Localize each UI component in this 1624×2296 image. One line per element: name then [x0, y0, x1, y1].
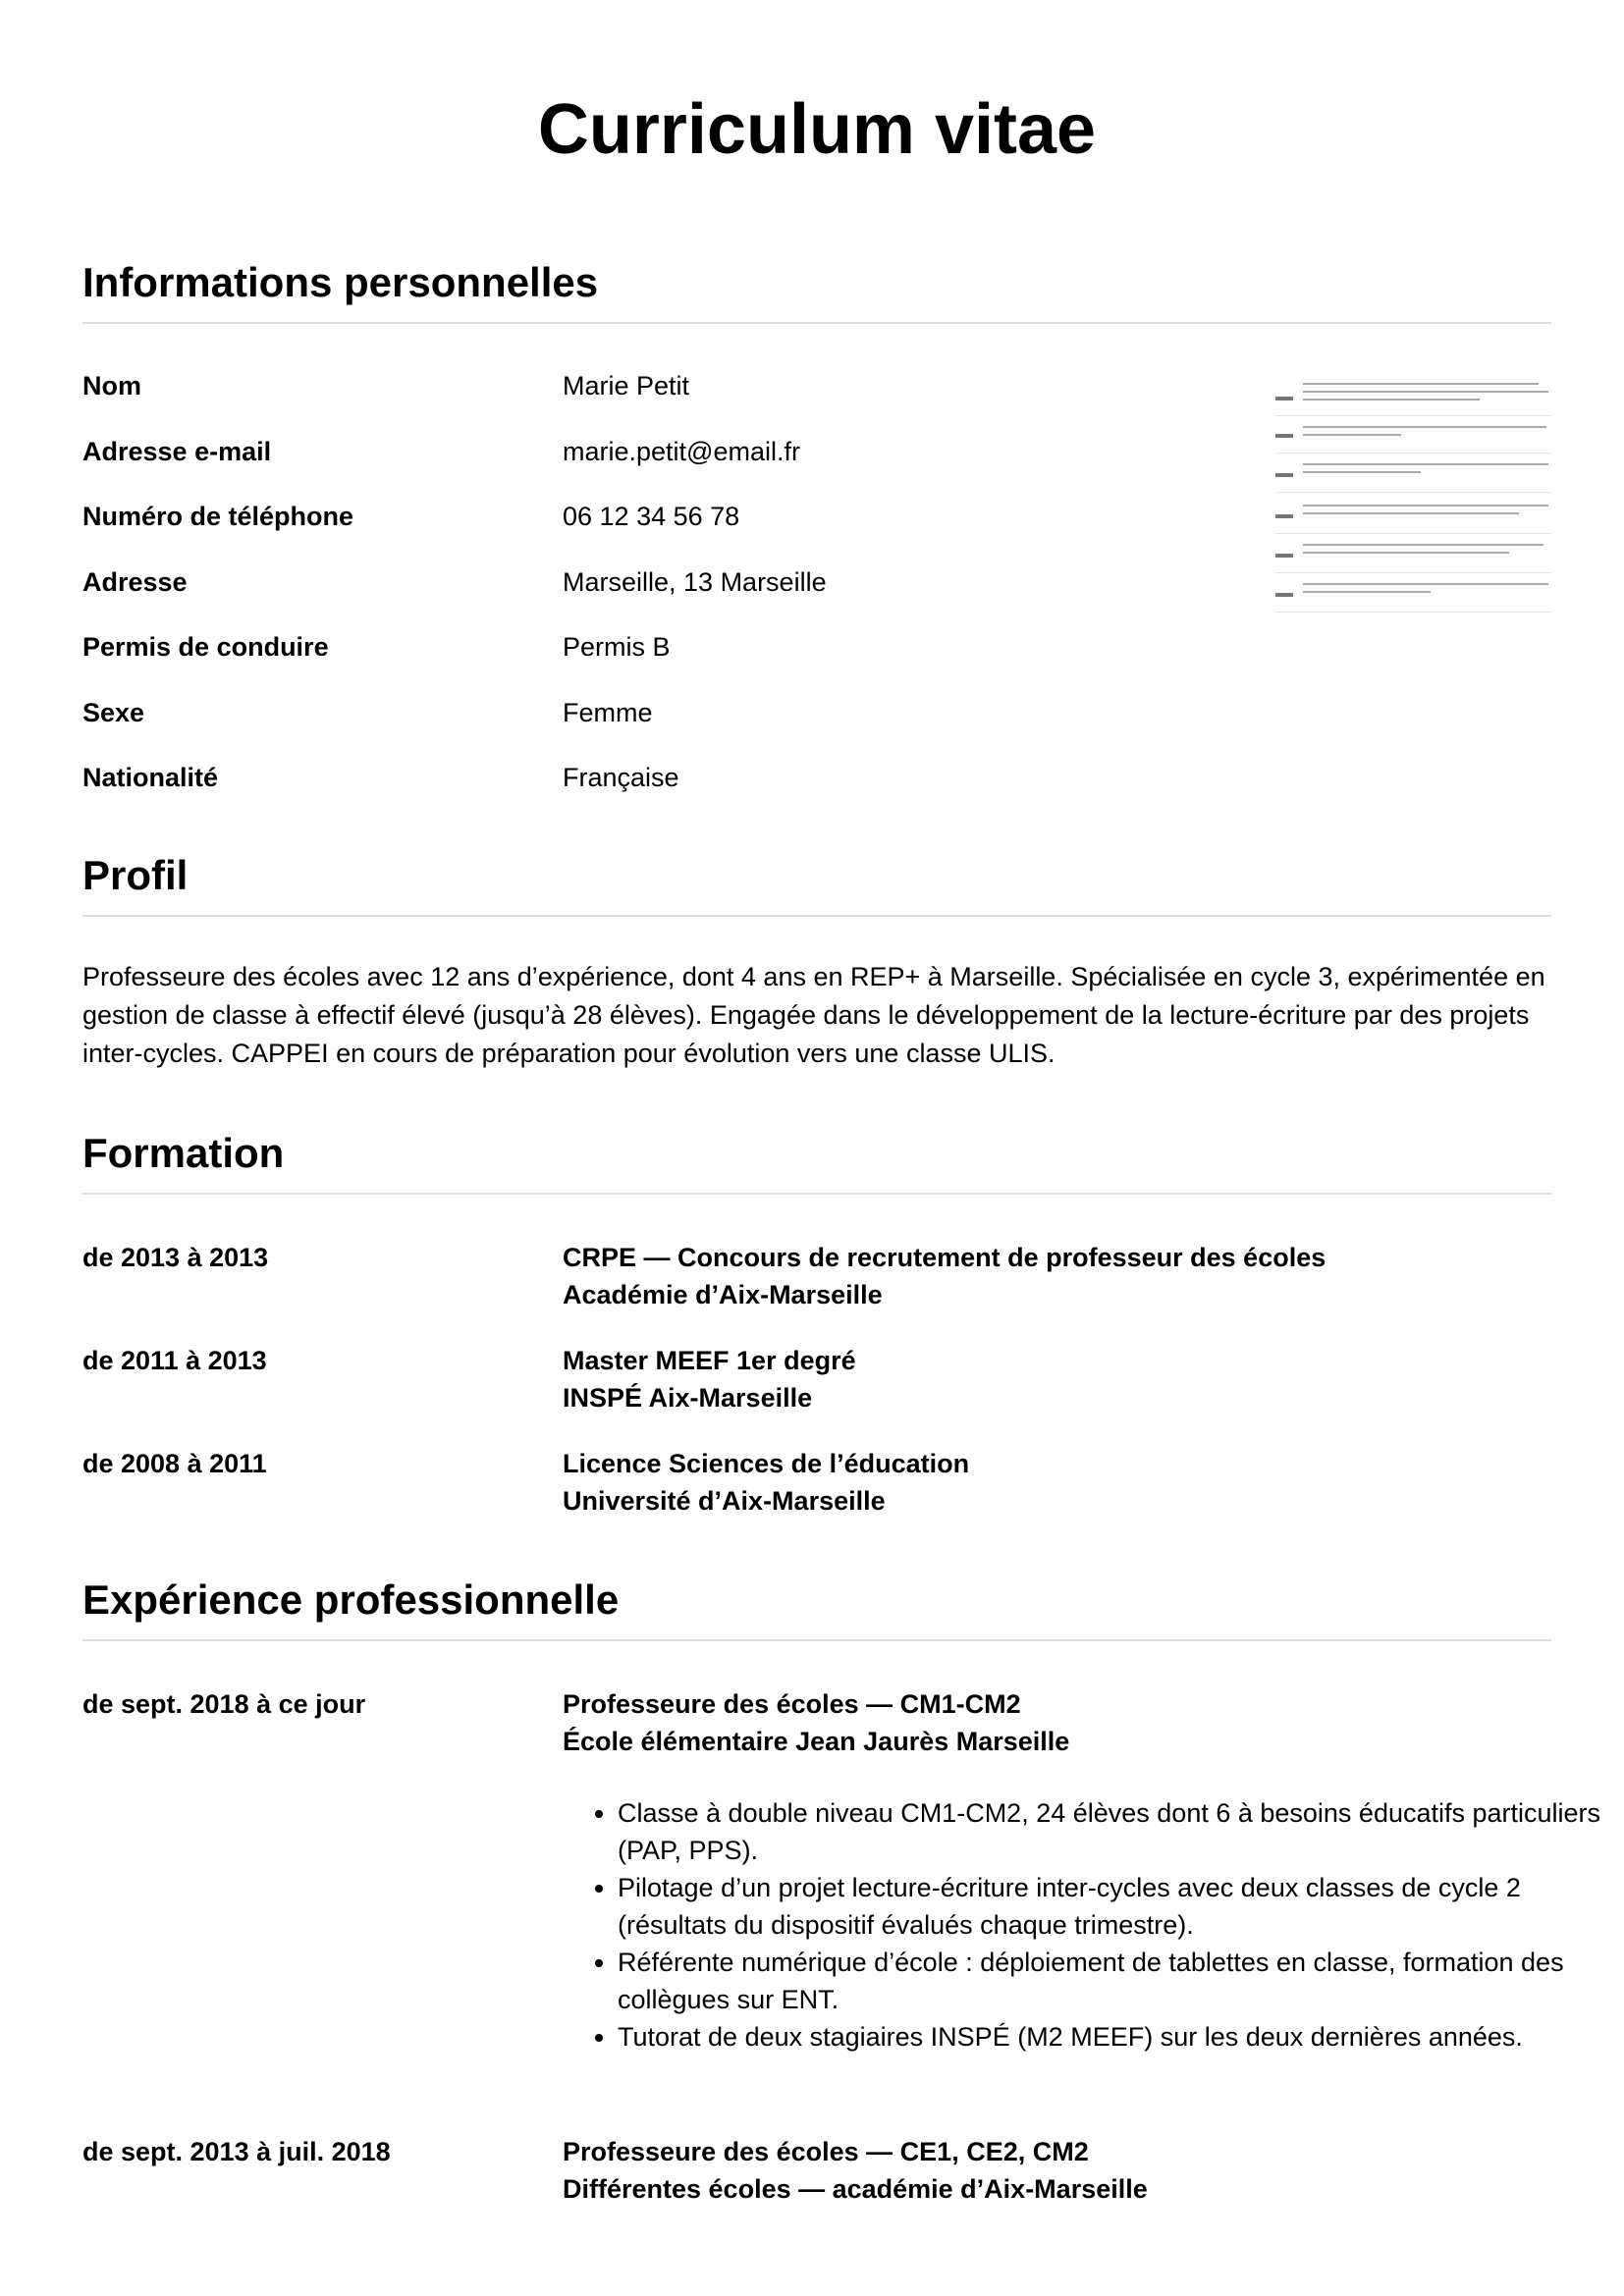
- section-title-personal: Informations personnelles: [82, 257, 1551, 324]
- personal-label: Adresse e-mail: [82, 437, 272, 466]
- embedded-thumbnail-image: [1275, 375, 1551, 630]
- experience-bullets: [563, 1794, 1606, 2056]
- section-title-education: Formation: [82, 1128, 1551, 1195]
- personal-value: 06 12 34 56 78: [563, 502, 740, 531]
- experience-employer: Différentes écoles — académie d’Aix-Marseille: [563, 2174, 1148, 2204]
- personal-label: Adresse: [82, 567, 188, 597]
- personal-label: Permis de conduire: [82, 632, 329, 662]
- experience-bullet: • Pilotage d’un projet lecture-écriture inter-cycles avec deux classes de cycle 2 (résultats du dispositif évalués chaque trimestre).: [618, 1869, 1606, 1944]
- personal-value: Femme: [563, 698, 653, 727]
- experience-title: Professeure des écoles — CM1-CM2: [563, 1689, 1021, 1719]
- education-period: de 2008 à 2011: [82, 1449, 267, 1478]
- personal-label: Numéro de téléphone: [82, 502, 354, 531]
- personal-label: Sexe: [82, 698, 145, 727]
- experience-employer: École élémentaire Jean Jaurès Marseille: [563, 1727, 1070, 1756]
- profile-text: Professeure des écoles avec 12 ans d’expérience, dont 4 ans en REP+ à Marseille. Spécialisée en cycle 3, expérimentée en gestion de classe à effectif élevé (jusqu’à 28 élèves). Engagée dans le développement de la lecture-écriture par des projets inter-cycles. CAPPEI en cours de préparation pour évolution vers une classe ULIS.: [82, 962, 1545, 1068]
- education-institution: Université d’Aix-Marseille: [563, 1486, 886, 1516]
- experience-period: de sept. 2013 à juil. 2018: [82, 2137, 391, 2166]
- education-institution: INSPÉ Aix-Marseille: [563, 1383, 813, 1413]
- experience-bullet: • Référente numérique d’école : déploiement de tablettes en classe, formation des collègues sur ENT.: [618, 1944, 1606, 2018]
- experience-period: de sept. 2018 à ce jour: [82, 1689, 366, 1719]
- page-title: Curriculum vitae: [537, 90, 1097, 169]
- education-institution: Académie d’Aix-Marseille: [563, 1280, 883, 1309]
- education-title: Master MEEF 1er degré: [563, 1346, 856, 1375]
- personal-value: marie.petit@email.fr: [563, 437, 800, 466]
- education-period: de 2011 à 2013: [82, 1346, 267, 1375]
- experience-title: Professeure des écoles — CE1, CE2, CM2: [563, 2137, 1089, 2166]
- personal-value: Marseille, 13 Marseille: [563, 567, 827, 597]
- personal-value: Marie Petit: [563, 371, 690, 400]
- personal-label: Nom: [82, 371, 141, 400]
- education-title: CRPE — Concours de recrutement de professeur des écoles: [563, 1243, 1326, 1272]
- personal-value: Permis B: [563, 632, 671, 662]
- personal-value: Française: [563, 763, 679, 792]
- experience-bullet: • Tutorat de deux stagiaires INSPÉ (M2 MEEF) sur les deux dernières années.: [618, 2018, 1606, 2056]
- section-title-profile: Profil: [82, 850, 1551, 917]
- education-period: de 2013 à 2013: [82, 1243, 269, 1272]
- section-title-experience: Expérience professionnelle: [82, 1575, 1551, 1641]
- personal-label: Nationalité: [82, 763, 219, 792]
- experience-bullet: • Classe à double niveau CM1-CM2, 24 élèves dont 6 à besoins éducatifs particuliers (PAP, PPS).: [618, 1794, 1606, 1869]
- education-title: Licence Sciences de l’éducation: [563, 1449, 970, 1478]
